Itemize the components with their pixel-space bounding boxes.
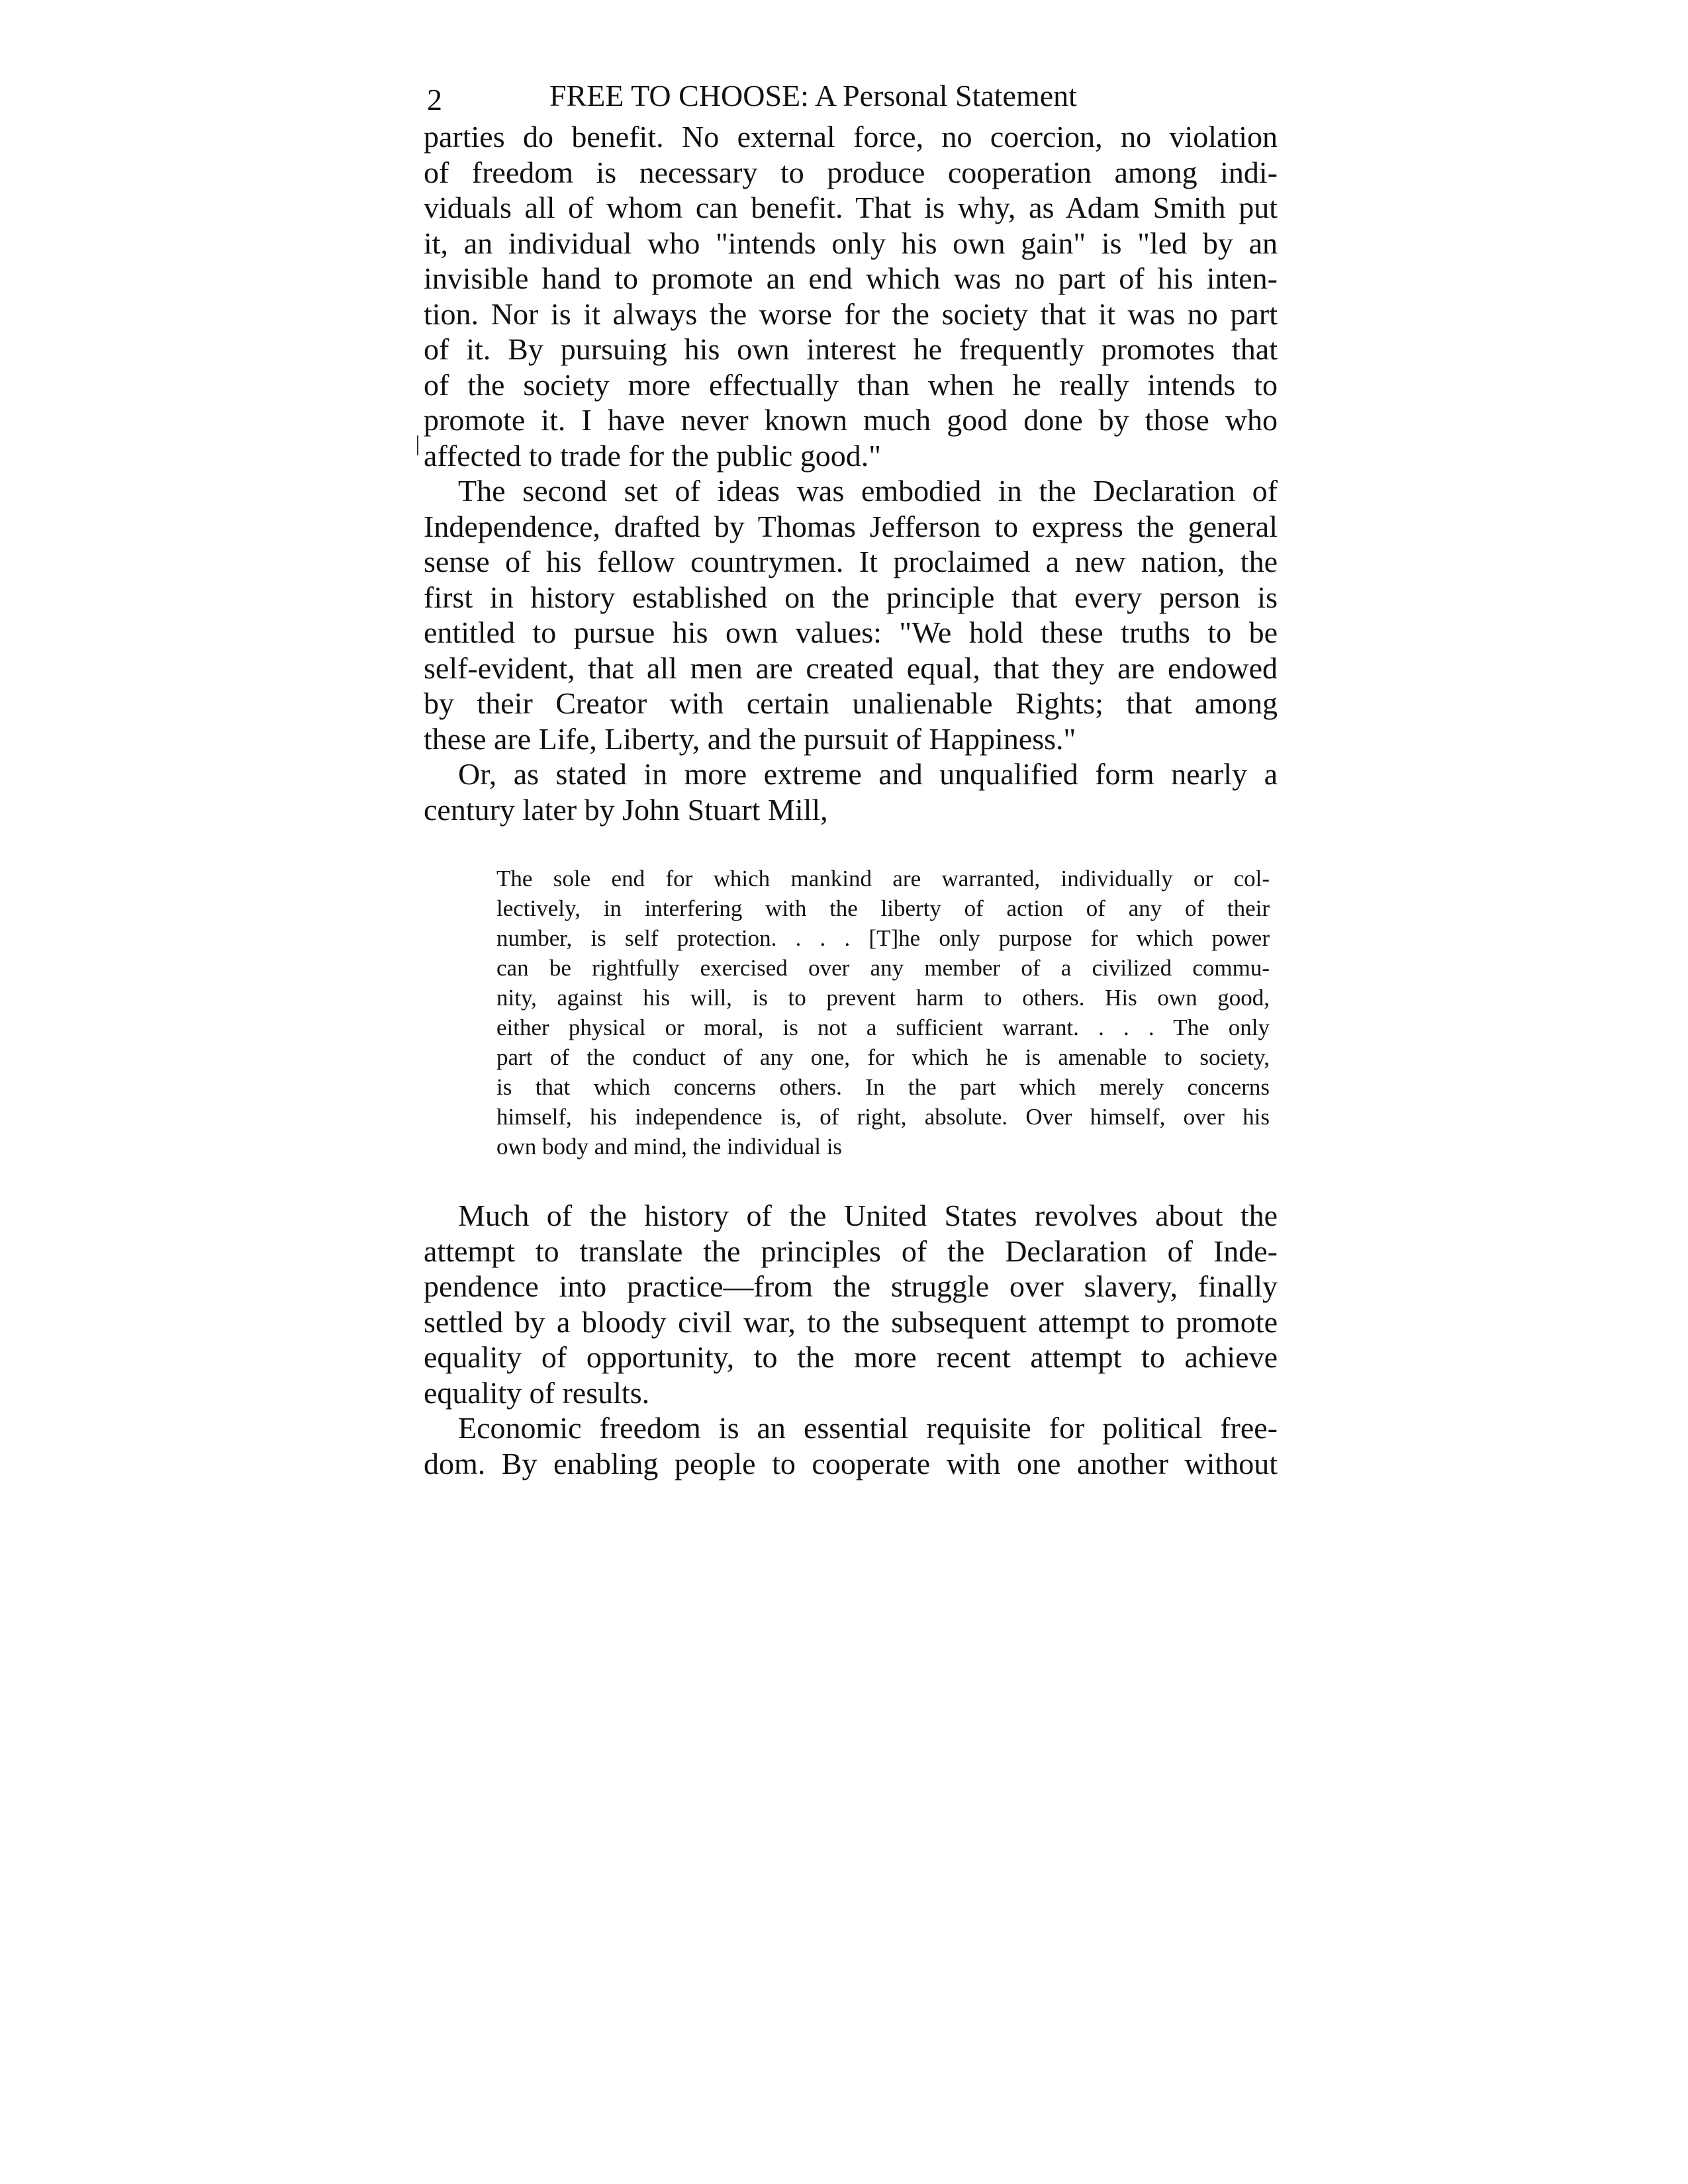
text-line: promote it. I have never known much good done by those who xyxy=(424,403,1278,437)
text-line: entitled to pursue his own values: "We hold these truths to be xyxy=(424,615,1278,649)
mill-blockquote xyxy=(496,864,1270,1161)
text-line: of the society more effectually than when he really intends to xyxy=(424,367,1278,402)
running-head xyxy=(424,73,1278,119)
paragraph-mill-intro xyxy=(424,756,1278,827)
text-line: dom. By enabling people to cooperate with one another without xyxy=(424,1446,1278,1480)
page-number: 2 xyxy=(427,83,442,116)
paragraph-us-history xyxy=(424,1198,1278,1410)
text-line: self-evident, that all men are created equal, that they are endowed xyxy=(424,651,1278,685)
book-page xyxy=(424,73,1278,1481)
text-line: pendence into practice—from the struggle over slavery, finally xyxy=(424,1269,1278,1303)
text-line: affected to trade for the public good." xyxy=(424,438,882,473)
text-line: Or, as stated in more extreme and unqualified form nearly a xyxy=(458,757,1278,791)
text-line: viduals all of whom can benefit. That is why, as Adam Smith put xyxy=(424,191,1278,224)
text-line: equality of opportunity, to the more recent attempt to achieve xyxy=(424,1340,1278,1374)
quote-line: himself, his independence is, of right, absolute. Over himself, over his xyxy=(496,1104,1270,1130)
running-title: FREE TO CHOOSE: A Personal Statement xyxy=(549,79,1077,113)
text-line: it, an individual who "intends only his own gain" is "led by an xyxy=(424,226,1278,260)
margin-mark xyxy=(417,435,418,455)
text-line: attempt to translate the principles of the Declaration of Inde- xyxy=(424,1234,1278,1268)
text-line: equality of results. xyxy=(424,1375,650,1410)
text-line: of it. By pursuing his own interest he frequently promotes that xyxy=(424,332,1278,366)
text-line: Independence, drafted by Thomas Jefferson to express the general xyxy=(424,509,1278,543)
quote-line: is that which concerns others. In the part which merely concerns xyxy=(496,1074,1270,1100)
paragraph-declaration xyxy=(424,473,1278,756)
text-line: first in history established on the principle that every person is xyxy=(424,580,1278,614)
text-line: century later by John Stuart Mill, xyxy=(424,792,828,827)
quote-line: own body and mind, the individual is xyxy=(496,1134,843,1160)
quote-line: part of the conduct of any one, for which he is amenable to society, xyxy=(496,1044,1270,1070)
text-line: tion. Nor is it always the worse for the society that it was no part xyxy=(424,296,1278,331)
text-line: Much of the history of the United States revolves about the xyxy=(458,1199,1278,1232)
quote-line: The sole end for which mankind are warranted, individually or col- xyxy=(496,866,1270,891)
quote-line: lectively, in interfering with the liberty of action of any of their xyxy=(496,895,1270,921)
text-line: The second set of ideas was embodied in the Declaration of xyxy=(458,474,1278,508)
quote-line: number, is self protection. . . . [T]he only purpose for which power xyxy=(496,925,1270,951)
text-line: by their Creator with certain unalienable Rights; that among xyxy=(424,686,1278,720)
text-line: sense of his fellow countrymen. It proclaimed a new nation, the xyxy=(424,545,1278,578)
quote-line: can be rightfully exercised over any member of a civilized commu- xyxy=(496,955,1270,981)
quote-line: either physical or moral, is not a sufficient warrant. . . . The only xyxy=(496,1015,1270,1040)
text-line: invisible hand to promote an end which was no part of his inten- xyxy=(424,261,1278,295)
paragraph-economic-freedom xyxy=(424,1410,1278,1481)
paragraph-adam-smith xyxy=(424,119,1278,473)
text-line: of freedom is necessary to produce cooperation among indi- xyxy=(424,155,1278,189)
text-line: settled by a bloody civil war, to the subsequent attempt to promote xyxy=(424,1304,1278,1339)
text-line: parties do benefit. No external force, no coercion, no violation xyxy=(424,120,1278,154)
quote-line: nity, against his will, is to prevent harm to others. His own good, xyxy=(496,985,1270,1011)
text-line: these are Life, Liberty, and the pursuit of Happiness." xyxy=(424,721,1076,756)
text-line: Economic freedom is an essential requisite for political free- xyxy=(458,1411,1278,1445)
